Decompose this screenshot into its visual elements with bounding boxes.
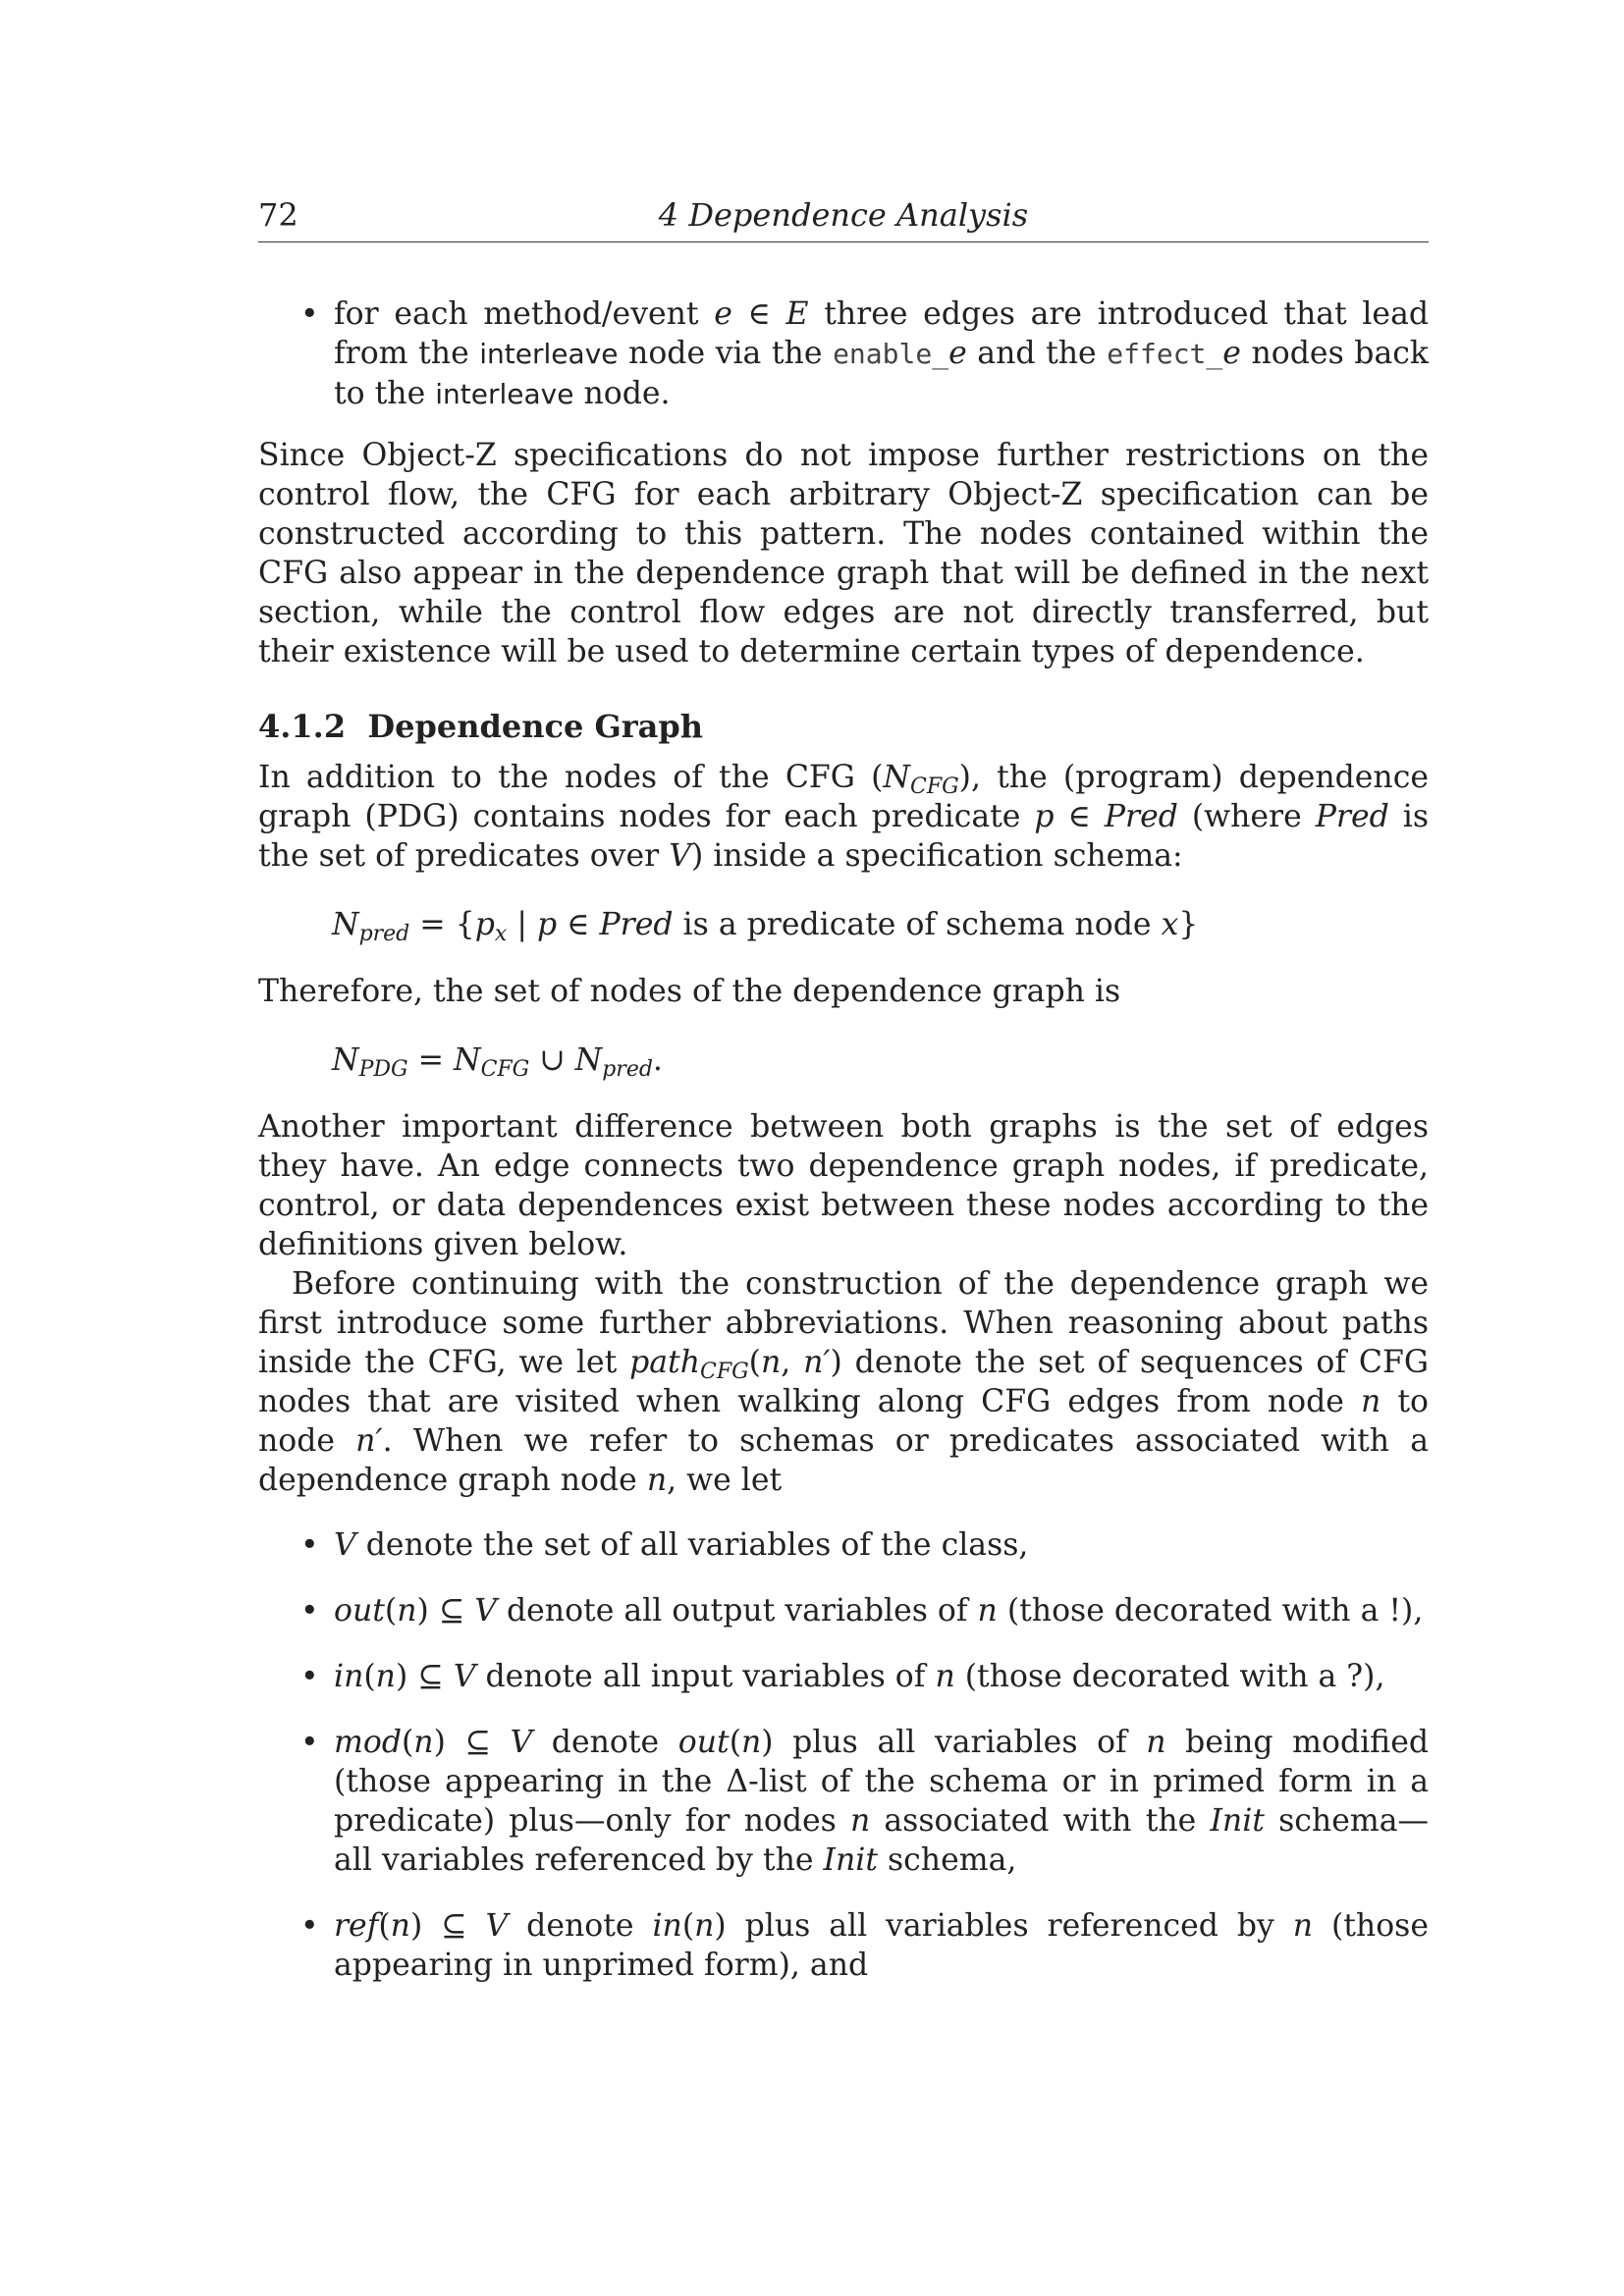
- paragraph-cfg-pattern: Since Object-Z specifications do not impose further restrictions on the control flow, the CFG for each arbitrary Object-Z specification can be constructed according to this pattern. The nodes contained within the CFG also appear in the dependence graph that will be defined in the next section, while the control flow edges are not directly transferred, but their existence will be used to determine certain types of dependence.: [258, 438, 1429, 669]
- list-item: • in(n) ⊆ V denote all input variables of n (those decorated with a ?),: [258, 1657, 1429, 1696]
- list-item: • mod(n) ⊆ V denote out(n) plus all variables of n being modified (those appearing in the Δ-list of the schema or in primed form in a predicate) plus—only for nodes n associated with the Init schema—all variables referenced by the Init schema,: [258, 1723, 1429, 1880]
- section-heading: 4.1.2 Dependence Graph: [258, 708, 704, 745]
- list-item: • out(n) ⊆ V denote all output variables of n (those decorated with a !),: [258, 1591, 1429, 1630]
- list-item: • V denote the set of all variables of the class,: [258, 1525, 1429, 1565]
- definitions-list: [258, 1525, 1429, 1985]
- paragraph-edges: Another important difference between both graphs is the set of edges they have. An edge connects two dependence graph nodes, if predicate, control, or data dependences exist between these nodes according to the definitions given below.: [258, 1109, 1429, 1262]
- list-item: • ref(n) ⊆ V denote in(n) plus all variables referenced by n (those appearing in unprimed form), and: [258, 1906, 1429, 1985]
- list-item: • for each method/event e ∈ E three edges are introduced that lead from the interleave node via the enable_e and the effect_e nodes back to the interleave node.: [258, 294, 1429, 414]
- top-bullet-list: [258, 294, 1429, 414]
- page-body: [258, 294, 1429, 1985]
- paragraph-therefore: Therefore, the set of nodes of the dependence graph is: [258, 974, 1121, 1009]
- equation-npdg: $N_{PDG} = N_{CFG}$ ∪ $N_{pred}$.: [332, 1042, 663, 1082]
- chapter-title: 4 Dependence Analysis: [658, 196, 1029, 234]
- running-header: [258, 196, 1429, 242]
- paragraph-abbreviations: Before continuing with the construction of the dependence graph we first introduce some further abbreviations. When reasoning about paths inside the CFG, we let path$_{CFG}$(n, n′) denote the set of sequences of CFG nodes that are visited when walking along CFG edges from node n to node n′. When we refer to schemas or predicates associated with a dependence graph node n, we let: [258, 1266, 1429, 1498]
- equation-npred: $N_{pred} = \{p_x$ | p ∈ Pred is a predicate of schema node x}: [332, 907, 1199, 946]
- page-number: 72: [258, 196, 298, 234]
- paragraph-pdg-nodes: In addition to the nodes of the CFG $(N_{CFG})$, the (program) dependence graph (PDG) contains nodes for each predicate p ∈ Pred (where Pred is the set of predicates over V) inside a specification schema:: [258, 760, 1430, 874]
